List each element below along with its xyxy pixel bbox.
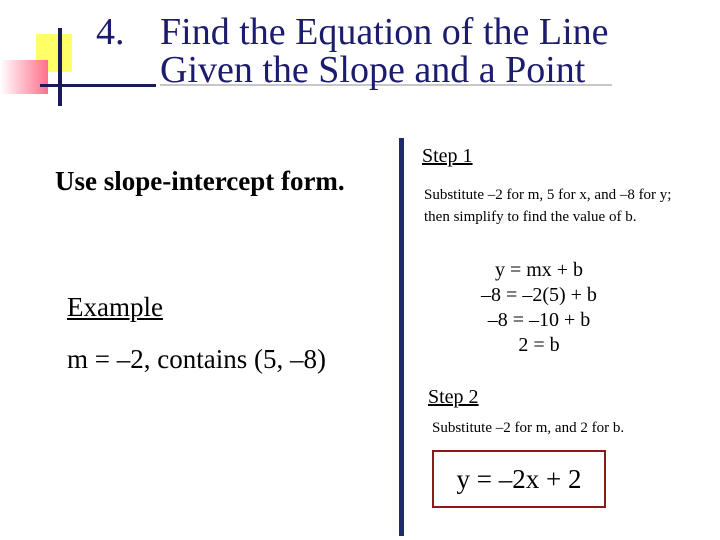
column-divider	[399, 138, 404, 536]
example-heading: Example	[67, 292, 163, 322]
title-ornament-red-square	[0, 60, 48, 94]
equation-line: y = mx + b	[494, 259, 584, 281]
slide-title-line-2: Given the Slope and a Point	[160, 49, 586, 91]
equation-line: –8 = –10 + b	[487, 309, 591, 331]
step-1-heading: Step 1	[422, 145, 473, 167]
slide-title-line-1: Find the Equation of the Line	[160, 11, 609, 53]
step-1-instruction: Substitute –2 for m, 5 for x, and –8 for y; then simplify to find the value of b.	[424, 187, 672, 225]
step-2-heading: Step 2	[428, 386, 479, 408]
answer-box	[432, 450, 606, 508]
equation-line: –8 = –2(5) + b	[481, 284, 597, 306]
slide-number: 4.	[96, 11, 125, 53]
step-2-instruction: Substitute –2 for m, and 2 for b.	[432, 420, 625, 436]
equation-line: 2 = b	[518, 334, 560, 356]
instruction-text: Use slope-intercept form.	[55, 166, 345, 196]
given-values: m = –2, contains (5, –8)	[67, 344, 326, 374]
equation-work	[444, 258, 634, 358]
final-equation: y = –2x + 2	[456, 463, 582, 494]
title-ornament-vertical-bar	[58, 28, 62, 106]
title-ornament-horizontal-bar	[40, 84, 156, 87]
